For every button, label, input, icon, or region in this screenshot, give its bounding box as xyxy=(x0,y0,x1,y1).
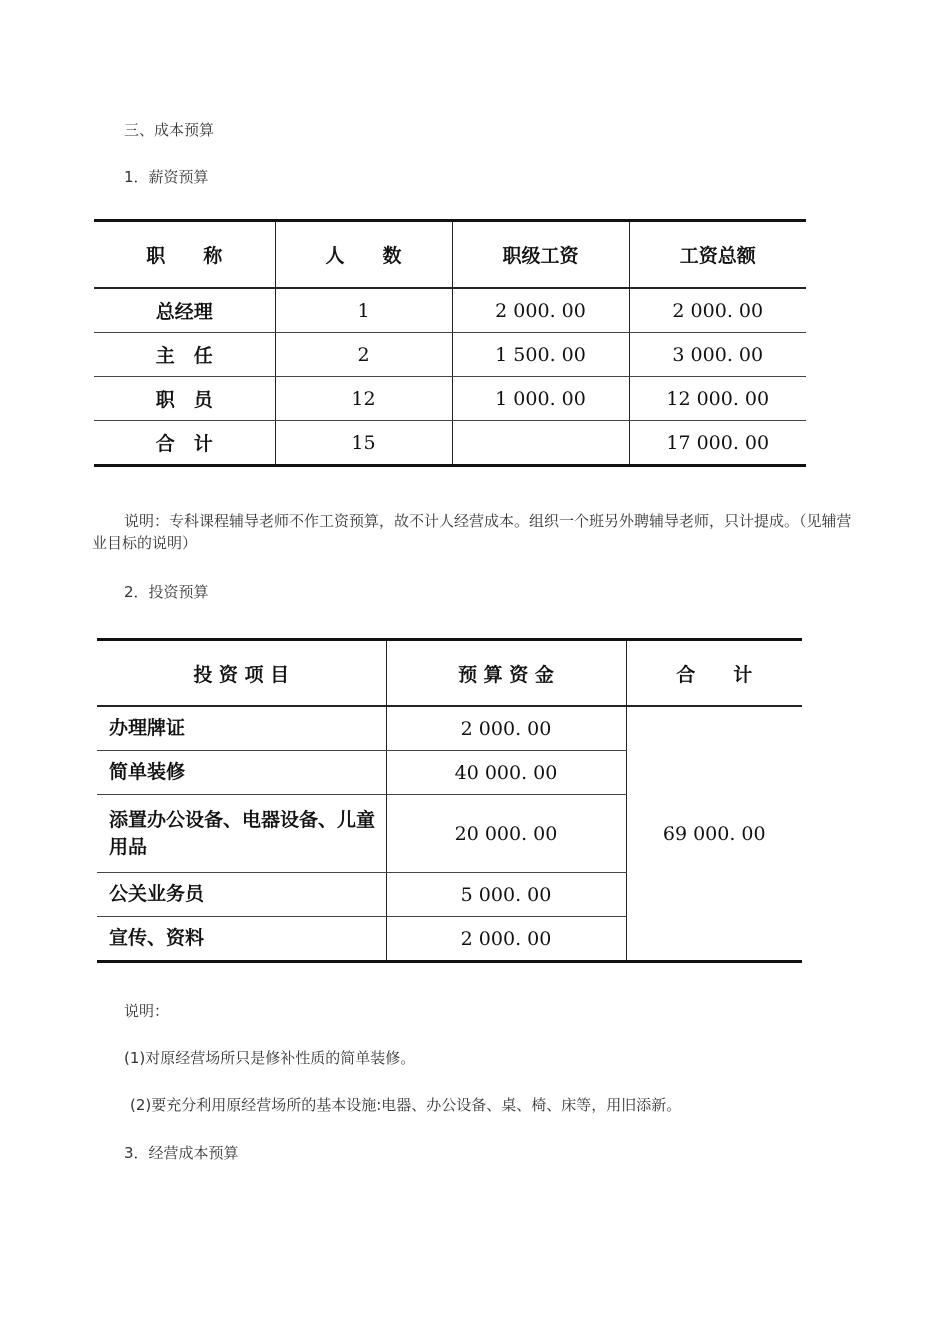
table-cell xyxy=(452,421,629,466)
operating-cost-heading: 3．经营成本预算 xyxy=(124,1144,239,1162)
investment-table xyxy=(97,638,802,963)
table-row xyxy=(94,333,806,377)
table-cell: 职 员 xyxy=(94,377,275,421)
table-cell: 简单装修 xyxy=(97,751,386,795)
column-header: 工资总额 xyxy=(629,221,806,289)
investment-note-1: (1)对原经营场所只是修补性质的简单装修。 xyxy=(124,1049,416,1067)
table-cell: 20 000. 00 xyxy=(386,795,626,873)
section-heading: 三、成本预算 xyxy=(124,121,215,139)
table-cell: 添置办公设备、电器设备、儿童用品 xyxy=(97,795,386,873)
table-cell: 15 xyxy=(275,421,452,466)
table-cell: 2 000. 00 xyxy=(629,288,806,333)
investment-heading: 2．投资预算 xyxy=(124,583,209,601)
table-cell: 2 xyxy=(275,333,452,377)
total-cell: 69 000. 00 xyxy=(662,822,766,845)
column-header: 人 数 xyxy=(275,221,452,289)
table-header-row xyxy=(94,221,806,289)
salary-heading: 1．薪资预算 xyxy=(124,168,209,186)
table-cell: 2 000. 00 xyxy=(386,706,626,751)
investment-note-title: 说明： xyxy=(124,1002,170,1020)
table-cell: 12 000. 00 xyxy=(629,377,806,421)
table-cell: 主 任 xyxy=(94,333,275,377)
table-row xyxy=(97,706,802,751)
table-cell: 总经理 xyxy=(94,288,275,333)
table-cell: 40 000. 00 xyxy=(386,751,626,795)
table-cell: 2 000. 00 xyxy=(386,917,626,962)
table-cell: 17 000. 00 xyxy=(666,431,770,454)
table-row xyxy=(94,288,806,333)
column-header: 职 称 xyxy=(94,221,275,289)
table-total-row xyxy=(94,421,806,466)
column-header: 投 资 项 目 xyxy=(97,640,386,707)
table-cell: 宣传、资料 xyxy=(97,917,386,962)
column-header: 合 计 xyxy=(626,640,802,707)
table-cell: 1 xyxy=(275,288,452,333)
table-cell: 3 000. 00 xyxy=(629,333,806,377)
table-row xyxy=(94,377,806,421)
table-cell: 1 500. 00 xyxy=(452,333,629,377)
table-cell: 1 000. 00 xyxy=(452,377,629,421)
investment-note-2: (2)要充分利用原经营场所的基本设施:电器、办公设备、桌、椅、床等，用旧添新。 xyxy=(130,1096,682,1114)
salary-note: 说明：专科课程辅导老师不作工资预算，故不计人经营成本。组织一个班另外聘辅导老师，只计提成。（见辅营业目标的说明） xyxy=(92,512,852,552)
table-cell: 办理牌证 xyxy=(97,706,386,751)
column-header: 职级工资 xyxy=(452,221,629,289)
table-cell: 2 000. 00 xyxy=(452,288,629,333)
table-cell: 公关业务员 xyxy=(97,873,386,917)
table-header-row xyxy=(97,640,802,707)
salary-table xyxy=(94,219,806,467)
column-header: 预 算 资 金 xyxy=(386,640,626,707)
table-cell: 12 xyxy=(275,377,452,421)
table-cell: 5 000. 00 xyxy=(386,873,626,917)
table-cell: 合 计 xyxy=(94,421,275,466)
